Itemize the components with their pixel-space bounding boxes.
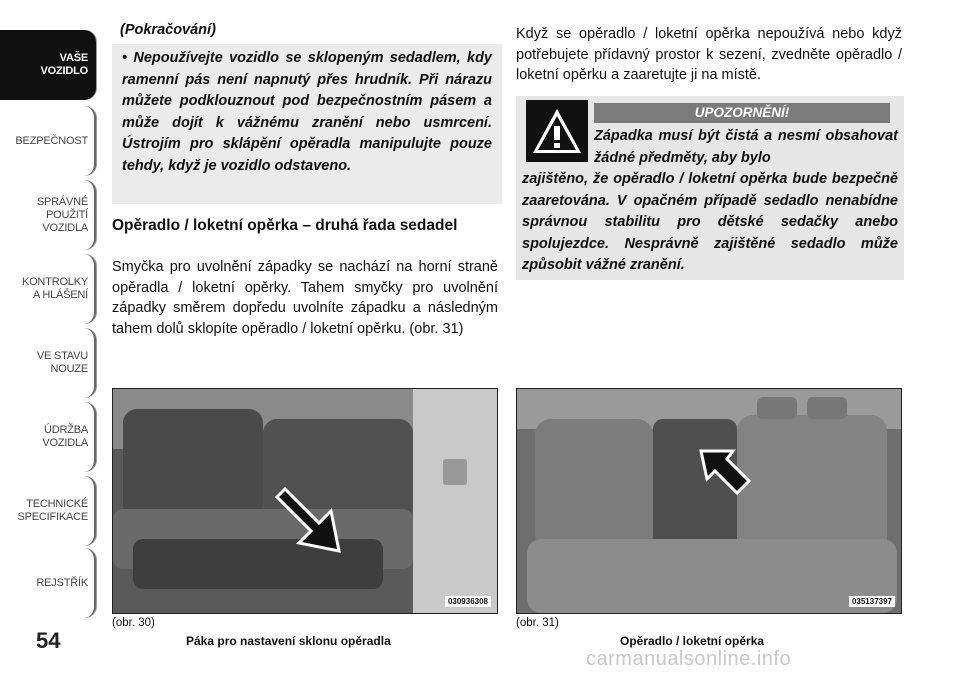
figure-label: (obr. 31) [516, 617, 559, 629]
section-heading: Opěradlo / loketní opěrka – druhá řada sedadel [112, 217, 458, 234]
tab-bezpecnost[interactable] [0, 106, 96, 176]
figure-30-photo [112, 388, 498, 614]
tab-label: TECHNICKÉ SPECIFIKACE [17, 498, 88, 523]
warning-bullet-text: • Nepoužívejte vozidlo se sklopeným sedadlem, kdy ramenní pás není napnutý přes hrudník. Při nárazu můžete podklouznout pod bezpečnostním pásem a může dojít k vážnému zranění nebo usmrcení. Ústrojím pro sklápění opěradla manipulujte pouze tehdy, když je vozidlo odstaveno. [122, 50, 492, 174]
tab-label: ÚDRŽBA VOZIDLA [42, 424, 88, 449]
warning-continuation-box [112, 44, 502, 204]
tab-label: VAŠE VOZIDLO [40, 52, 88, 77]
warning-title: UPOZORNĚNÍ! [594, 103, 890, 123]
figure-code: 030936308 [445, 596, 491, 607]
figure-label: (obr. 30) [112, 617, 155, 629]
tab-label: SPRÁVNÉ POUŽITÍ VOZIDLA [36, 195, 88, 234]
chapter-sidebar [0, 0, 98, 640]
warning-text [522, 126, 898, 277]
warning-text-full: zajištěno, že opěradlo / loketní opěrka bude bezpečně zaaretována. V opačném případě sedadlo nenabídne správnou stabilitu pro dětské sedačky anebo spolujezdce. Nesprávně zajištěné sedadlo může způsobit vážné zranění. [522, 171, 898, 273]
tab-rejstrik[interactable] [0, 548, 96, 618]
tab-label: KONTROLKY A HLÁŠENÍ [21, 276, 88, 301]
tab-label: REJSTŘÍK [36, 576, 88, 589]
figure-caption: Opěradlo / loketní opěrka [620, 634, 765, 648]
figure-31-photo [516, 388, 902, 614]
tab-vase-vozidlo[interactable] [0, 30, 96, 100]
figure-caption: Páka pro nastavení sklonu opěradla [186, 634, 391, 648]
tab-udrzba[interactable] [0, 402, 96, 472]
tab-ve-stavu-nouze[interactable] [0, 328, 96, 398]
tab-label: BEZPEČNOST [15, 134, 88, 147]
watermark: carmanualsonline.info [586, 648, 792, 670]
body-paragraph-right: Když se opěradlo / loketní opěrka nepoužívá nebo když potřebujete přídavný prostor k sezení, zvedněte opěradlo / loketní opěrku a zaaretujte ji na místě. [516, 26, 902, 83]
warning-text-indented: Západka musí být čistá a nesmí obsahovat žádné předměty, aby bylo [594, 128, 898, 166]
tab-spravne-pouziti[interactable] [0, 180, 96, 250]
tab-technicke-specifikace[interactable] [0, 476, 96, 546]
tab-label: VE STAVU NOUZE [36, 350, 88, 375]
page-number: 54 [36, 628, 61, 653]
body-paragraph-left: Smyčka pro uvolnění západky se nachází na horní straně opěradla / loketní opěrky. Tahem smyčky pro uvolnění západky směrem dopředu uvolníte západku a následným tahem dolů sklopíte opěradlo / loketní opěrku. (obr. 31) [112, 259, 498, 337]
tab-kontrolky[interactable] [0, 254, 96, 324]
continued-label: (Pokračování) [120, 22, 216, 38]
figure-code: 035137397 [849, 596, 895, 607]
